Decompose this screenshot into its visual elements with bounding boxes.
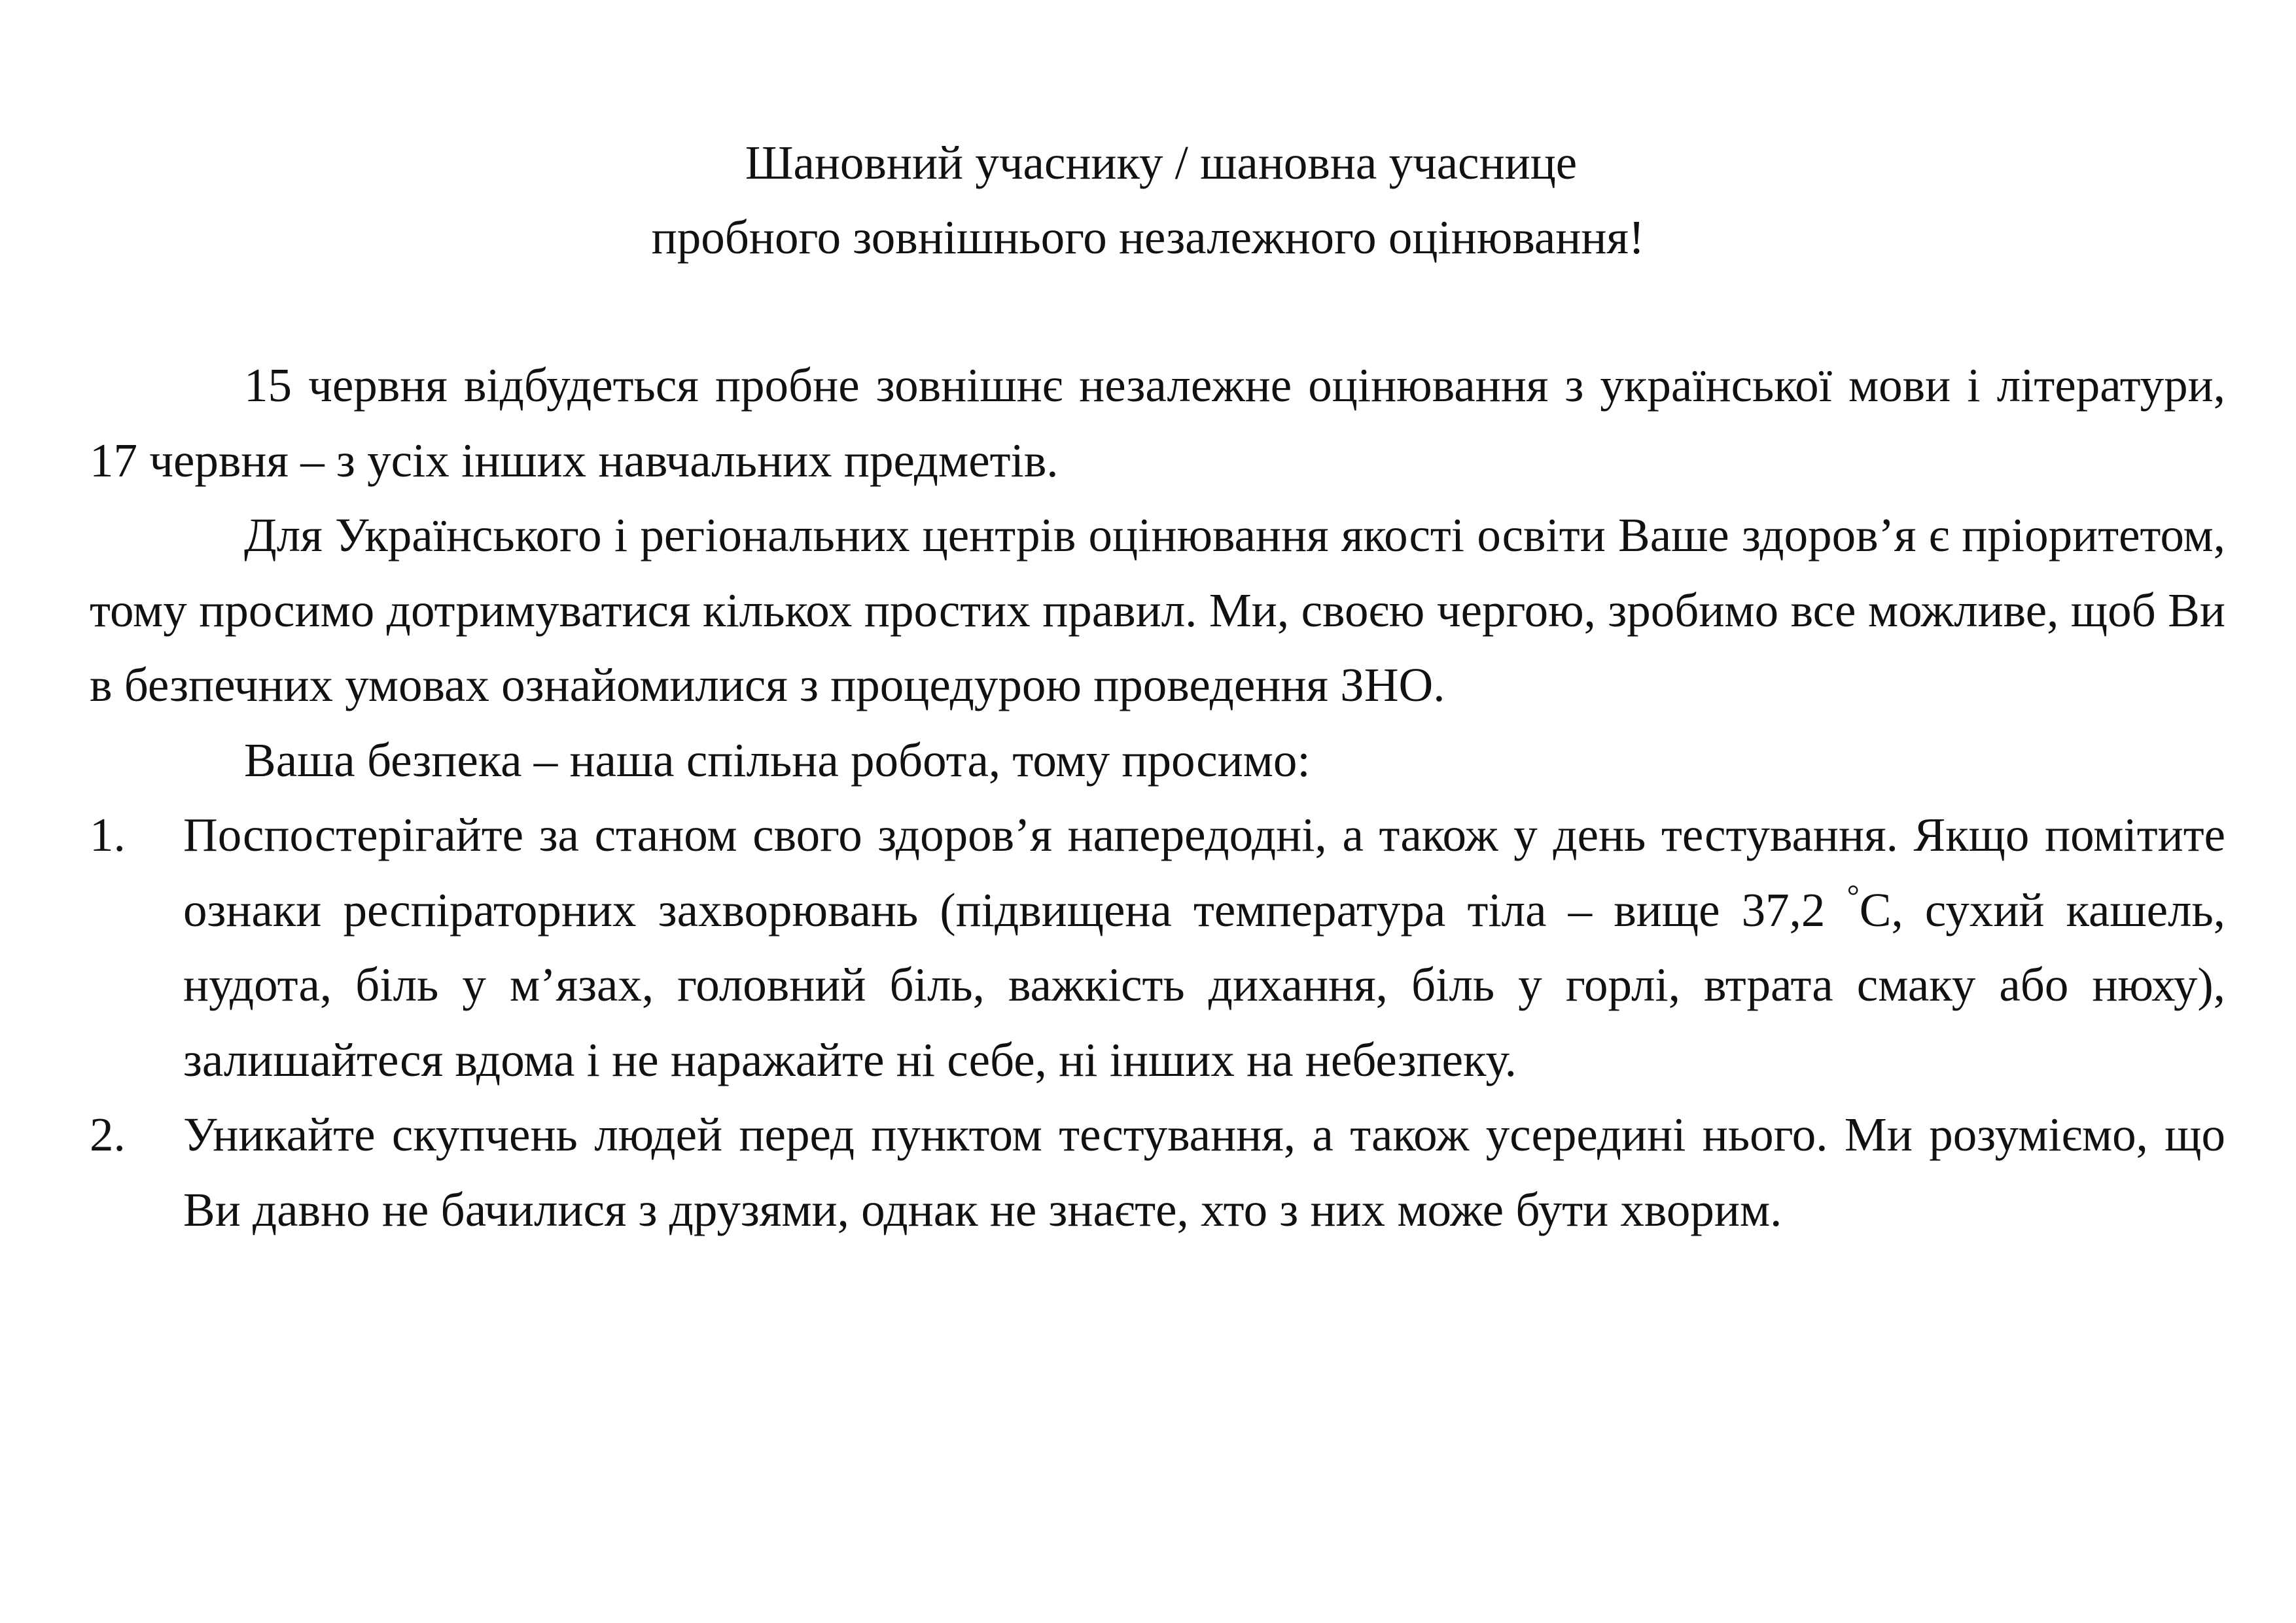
- heading-line-1: Шановний учаснику / шановна учаснице: [745, 136, 1578, 189]
- letter-heading: [0, 126, 2296, 275]
- paragraph-health-priority: Для Українського і регіональних центрів оцінювання якості освіти Ваше здоров’я є пріоритетом, тому просимо дотримуватися кількох простих правил. Ми, своєю чергою, зробимо все можливе, щоб Ви в безпечних умовах ознайомилися з процедурою проведення ЗНО.: [90, 508, 2225, 711]
- letter-body: [90, 348, 2225, 1247]
- list-item-number: 2.: [90, 1108, 126, 1161]
- list-item-text-part-1: Поспостерігайте за станом свого здоров’я напередодні, а також у день тестування. Якщо помітите ознаки респіраторних захворювань (підвищена температура тіла – вище 37,2: [183, 808, 2225, 936]
- list-item-number: 1.: [90, 808, 126, 861]
- degree-symbol: °: [1846, 878, 1860, 914]
- list-item-text-part-2: С, сухий кашель, нудота, біль у м’язах, головний біль, важкість дихання, біль у горлі, втрата смаку або нюху), залишайтеся вдома і не наражайте ні себе, ні інших на небезпеку.: [183, 883, 2225, 1086]
- list-item-text: [183, 808, 2225, 1086]
- list-item-text: Уникайте скупчень людей перед пунктом тестування, а також усередині нього. Ми розуміємо, що Ви давно не бачилися з друзями, однак не знаєте, хто з них може бути хворим.: [183, 1108, 2225, 1236]
- rules-list: [90, 798, 2225, 1247]
- list-item: [90, 1097, 2225, 1247]
- paragraph-safety-request: Ваша безпека – наша спільна робота, тому просимо:: [244, 733, 1311, 787]
- heading-line-2: пробного зовнішнього незалежного оцінювання!: [651, 211, 1645, 264]
- paragraph-exam-dates: 15 червня відбудеться пробне зовнішнє незалежне оцінювання з української мови і літератури, 17 червня – з усіх інших навчальних предметів.: [90, 359, 2225, 487]
- list-item: [90, 798, 2225, 1097]
